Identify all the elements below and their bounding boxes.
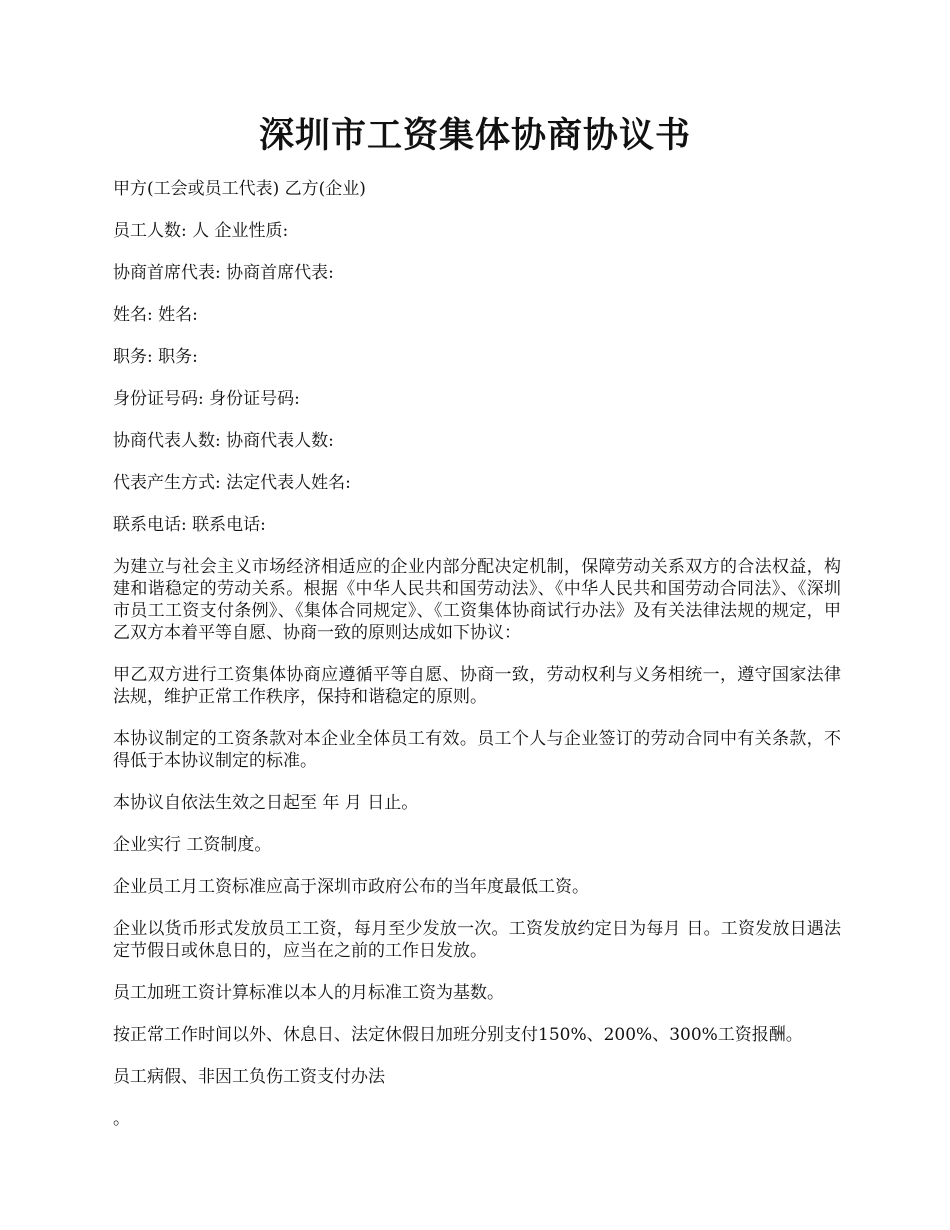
name-line: 姓名: 姓名: xyxy=(113,305,198,325)
trailing-period: 。 xyxy=(113,1109,130,1129)
document-body xyxy=(113,178,841,1150)
overtime-base-paragraph: 员工加班工资计算标准以本人的月标准工资为基数。 xyxy=(113,983,504,1003)
representative-count-line: 协商代表人数: 协商代表人数: xyxy=(113,431,334,451)
minimum-wage-paragraph: 企业员工月工资标准应高于深圳市政府公布的当年度最低工资。 xyxy=(113,877,589,897)
overtime-rate-paragraph: 按正常工作时间以外、休息日、法定休假日加班分别支付150%、200%、300%工资报酬。 xyxy=(113,1025,803,1045)
employee-count-line: 员工人数: 人 企业性质: xyxy=(113,221,289,241)
validity-paragraph: 本协议自依法生效之日起至 年 月 日止。 xyxy=(113,793,419,813)
principles-paragraph: 甲乙双方进行工资集体协商应遵循平等自愿、协商一致，劳动权利与义务相统一，遵守国家法律法规，维护正常工作秩序，保持和谐稳定的原则。 xyxy=(113,665,841,707)
chief-representative-line: 协商首席代表: 协商首席代表: xyxy=(113,263,334,283)
wage-system-paragraph: 企业实行 工资制度。 xyxy=(113,835,272,855)
phone-line: 联系电话: 联系电话: xyxy=(113,515,266,535)
selection-method-line: 代表产生方式: 法定代表人姓名: xyxy=(113,473,351,493)
position-line: 职务: 职务: xyxy=(113,347,198,367)
id-number-line: 身份证号码: 身份证号码: xyxy=(113,389,300,409)
party-header-line: 甲方(工会或员工代表) 乙方(企业) xyxy=(113,179,366,199)
sick-leave-paragraph: 员工病假、非因工负伤工资支付办法 xyxy=(113,1067,385,1087)
document-title: 深圳市工资集体协商协议书 xyxy=(258,115,691,156)
scope-paragraph: 本协议制定的工资条款对本企业全体员工有效。员工个人与企业签订的劳动合同中有关条款，不得低于本协议制定的标准。 xyxy=(113,729,841,771)
preamble-paragraph: 为建立与社会主义市场经济相适应的企业内部分配决定机制，保障劳动关系双方的合法权益，构建和谐稳定的劳动关系。根据《中华人民共和国劳动法》、《中华人民共和国劳动合同法》、《深圳市员工工资支付条例》、《集体合同规定》、《工资集体协商试行办法》及有关法律法规的规定，甲乙双方本着平等自愿、协商一致的原则达成如下协议： xyxy=(113,557,841,643)
payment-paragraph: 企业以货币形式发放员工工资，每月至少发放一次。工资发放约定日为每月 日。工资发放日遇法定节假日或休息日的，应当在之前的工作日发放。 xyxy=(113,919,841,961)
